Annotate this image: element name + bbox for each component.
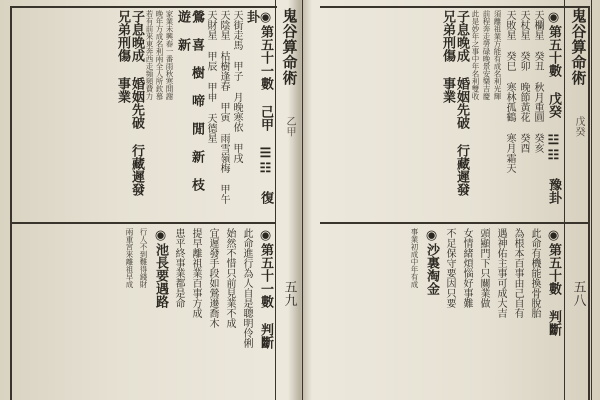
left-bottom-columns [10,228,272,396]
left-page-number: 五九 [281,280,297,307]
right-bottom-col-9: 事業初成中年有成 [410,228,419,288]
right-top-col-1: ◉第五十數 戊癸 ☳☷ 豫卦 [546,10,561,204]
right-page-gutter [564,0,592,400]
right-bottom-col-2: 此命有機能換骨脫胎 [529,228,540,318]
left-top-col-8: 晚年方成名利兩全人所欽慕 [155,10,164,100]
right-top-col-7: 前程奔走勞碌晚景安樂吉慶 [482,10,491,100]
right-bottom-col-3: 為根本百事由己自有 [512,228,523,318]
left-page-gutter [275,0,303,400]
right-bottom-col-6: 女情緒煩惱好事難 [461,228,472,308]
right-bottom-col-8: ◉沙裏淘金 [424,228,439,295]
left-bottom-col-7: ◉池長要遇路 [153,228,168,308]
left-top-col-7: 家業未興春一番雨秋寒開謝 [165,10,174,100]
left-bottom-col-4: 宜遲發手段如鶯遷喬木 [207,228,218,328]
left-top-col-3: 天陰星 枯樹逢春 甲寅 雨雪嶺梅 甲午 [218,10,229,204]
left-top-col-6: 子息晚成 婚姻先破 行藏遲發 兄弟刑傷 事業 [115,10,144,196]
right-top-col-4: 天敗星 癸巳 寒林孤鶴 寒月霜天 [504,10,515,173]
left-top-columns [10,10,272,220]
right-bottom-col-4: 遇神佑主事可成大吉 [495,228,506,318]
left-bottom-col-3: 始然不惜只前見業不成 [224,228,235,328]
right-top-col-3: 天杖星 癸卯 晚節黃花 癸酉 [518,10,529,153]
right-top-columns [304,10,560,220]
left-bottom-col-8: 行人不到難得錢財 [139,228,148,288]
left-bottom-col-6: 患平終事業都是命 [173,228,184,308]
right-bottom-col-5: 頭顯門下只關業做 [478,228,489,308]
left-gutter-title: 鬼谷算命術 [280,8,299,86]
right-top-col-6: 須離祖業方能有成名利光輝 [493,10,502,100]
left-gutter-sub: 乙甲 [284,115,295,137]
left-bottom-col-5: 提早離祖業百事方成 [190,228,201,318]
left-page-divider [10,222,275,224]
right-page-divider [320,222,588,224]
right-bottom-col-7: 不足保守要因只要 [444,228,455,308]
right-page [302,0,600,400]
right-top-col-2: 天欄星 癸丑 秋月重圓 癸亥 [532,10,543,153]
right-gutter-title: 鬼谷算命術 [569,8,588,86]
left-bottom-col-2: 此命進行為人自是聰明伶俐 [241,228,252,348]
left-top-col-4: 天財星 甲辰 甲申 天德星 [205,10,216,143]
left-bottom-col-1: ◉第五十一數 判斷 [258,228,273,349]
right-top-col-8: 此是妙年之事中年名利雙收 [471,10,480,100]
left-top-col-1: ◉第五十一數 己甲 ☰☷ 復卦 [244,10,273,204]
right-page-number: 五八 [570,280,586,307]
left-bottom-col-9: 兩重宮來離祖早成 [125,228,134,288]
left-top-col-9: 若有前來東奔西走頻頻費力 [145,10,154,100]
left-top-col-5: 鶯 喜 樹 啼 閒 新 枝 遊 新 [175,10,204,191]
left-page [0,0,298,400]
right-top-col-5: 子息晚成 婚姻先破 行藏遲發 兄弟刑傷 事業 [440,10,469,196]
left-top-col-2: 天街走馬 甲子 月晚寒依 甲戌 [231,10,242,163]
right-gutter-sub: 戊癸 [573,115,584,137]
right-bottom-columns [304,228,560,396]
right-bottom-col-1: ◉第五十數 判斷 [546,228,561,336]
